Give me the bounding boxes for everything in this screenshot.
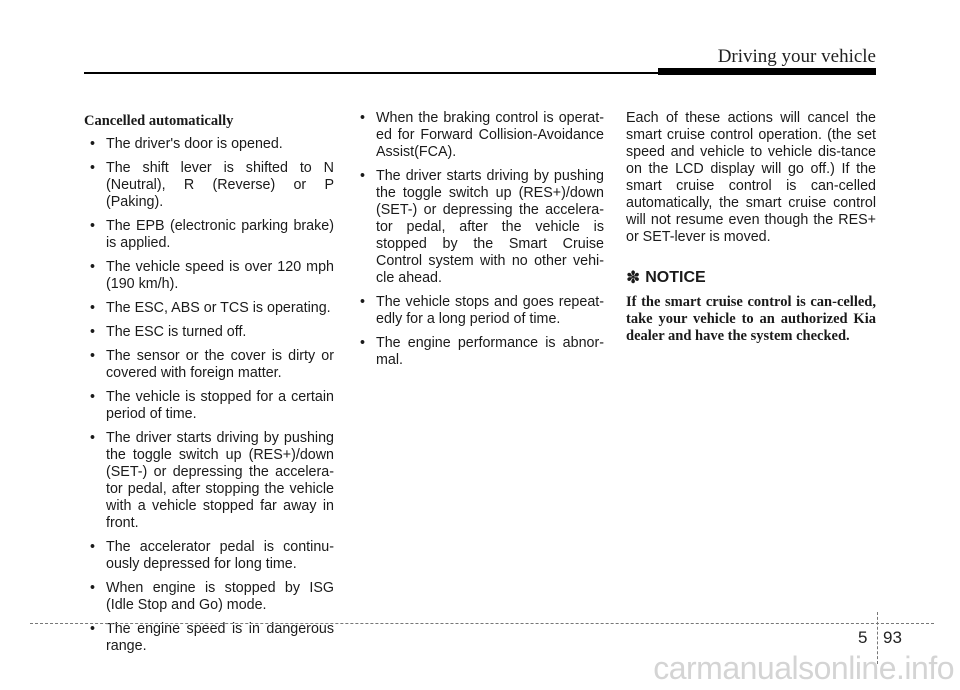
header-rule-accent <box>658 68 876 75</box>
cancelled-automatically-heading: Cancelled automatically <box>84 113 234 129</box>
cancel-conditions-list <box>84 136 334 655</box>
column-1 <box>84 110 334 662</box>
list-item: • The accelerator pedal is continu-ously depressed for long time. <box>84 539 334 573</box>
watermark: carmanualsonline.info <box>653 650 954 686</box>
section-title: Driving your vehicle <box>717 46 876 67</box>
list-item: • The vehicle stops and goes repeat-edly for a long period of time. <box>354 294 604 328</box>
notice-asterisk-icon: ✽ <box>626 268 641 287</box>
list-item: • When engine is stopped by ISG (Idle Stop and Go) mode. <box>84 580 334 614</box>
list-item: • The ESC, ABS or TCS is operating. <box>84 300 334 317</box>
list-item: • The EPB (electronic parking brake) is applied. <box>84 218 334 252</box>
cancel-conditions-list-continued <box>354 110 604 369</box>
list-item: • The engine speed is in dangerous range. <box>84 621 334 655</box>
list-item: • The vehicle speed is over 120 mph (190 km/h). <box>84 259 334 293</box>
chapter-number: 5 <box>858 628 868 647</box>
column-3 <box>626 110 876 345</box>
notice-body: If the smart cruise control is can-celled, take your vehicle to an authorized Kia dealer and have the system checked. <box>626 294 876 344</box>
list-item: • The sensor or the cover is dirty or covered with foreign matter. <box>84 348 334 382</box>
column-2 <box>354 110 604 376</box>
list-item: • The driver's door is opened. <box>84 136 334 153</box>
notice-title: NOTICE <box>645 269 706 286</box>
list-item: • The vehicle is stopped for a certain period of time. <box>84 389 334 423</box>
footer-rule <box>30 623 934 624</box>
cancel-explanation-paragraph: Each of these actions will cancel the smart cruise control operation. (the set speed and vehicle to vehicle dis-tance on the LCD display will go off.) If the smart cruise control is can-celled automatically, the smart cruise control will not resume even though the RES+ or SET-lever is moved. <box>626 110 876 245</box>
list-item: • The driver starts driving by pushing the toggle switch up (RES+)/down (SET-) or depressing the accelera-tor pedal, after stopping the vehicle with a vehicle stopped far away in front. <box>84 430 334 532</box>
page-number: 93 <box>883 628 902 647</box>
notice-heading <box>626 268 876 288</box>
list-item: • The shift lever is shifted to N (Neutral), R (Reverse) or P (Paking). <box>84 160 334 211</box>
list-item: • The driver starts driving by pushing the toggle switch up (RES+)/down (SET-) or depressing the accelera-tor pedal, after the vehicle is stopped by the Smart Cruise Control system with no other vehi-cle ahead. <box>354 168 604 287</box>
list-item: • The ESC is turned off. <box>84 324 334 341</box>
list-item: • When the braking control is operat-ed for Forward Collision-Avoidance Assist(FCA). <box>354 110 604 161</box>
header-rule <box>84 72 664 74</box>
list-item: • The engine performance is abnor-mal. <box>354 335 604 369</box>
